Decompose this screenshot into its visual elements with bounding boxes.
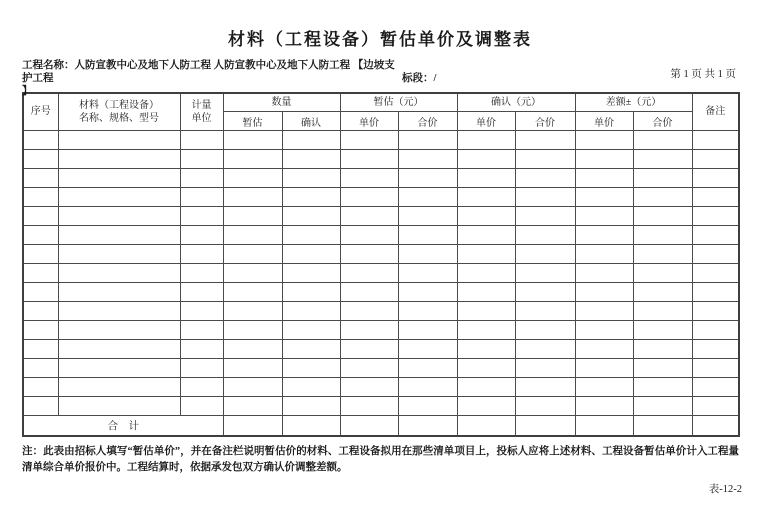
empty-cell bbox=[58, 321, 180, 340]
col-group-quantity: 数量 bbox=[223, 93, 340, 112]
empty-cell bbox=[23, 321, 58, 340]
table-row bbox=[23, 264, 739, 283]
empty-cell bbox=[633, 207, 692, 226]
empty-cell bbox=[282, 150, 340, 169]
empty-cell bbox=[340, 340, 398, 359]
table-row bbox=[23, 302, 739, 321]
empty-cell bbox=[223, 245, 282, 264]
table-row bbox=[23, 169, 739, 188]
empty-cell bbox=[23, 397, 58, 416]
project-name-line1: 工程名称：人防宣教中心及地下人防工程 人防宣教中心及地下人防工程 【边坡支护工程 bbox=[22, 60, 395, 84]
empty-cell bbox=[515, 359, 575, 378]
total-cell bbox=[223, 416, 282, 437]
empty-cell bbox=[340, 188, 398, 207]
table-row bbox=[23, 283, 739, 302]
empty-cell bbox=[23, 245, 58, 264]
empty-cell bbox=[340, 131, 398, 150]
section-label: 标段：/ bbox=[402, 73, 437, 84]
empty-cell bbox=[515, 131, 575, 150]
col-header-est-total-price: 合价 bbox=[398, 112, 457, 131]
empty-cell bbox=[282, 321, 340, 340]
empty-cell bbox=[457, 359, 515, 378]
col-header-material-line2: 名称、规格、型号 bbox=[79, 113, 159, 124]
empty-cell bbox=[223, 131, 282, 150]
empty-cell bbox=[340, 397, 398, 416]
empty-cell bbox=[340, 378, 398, 397]
empty-cell bbox=[515, 169, 575, 188]
document-meta bbox=[22, 59, 738, 97]
page-indicator: 第 1 页 共 1 页 bbox=[670, 69, 736, 80]
empty-cell bbox=[692, 226, 739, 245]
empty-cell bbox=[398, 340, 457, 359]
col-header-qty-confirm: 确认 bbox=[282, 112, 340, 131]
table-row bbox=[23, 226, 739, 245]
empty-cell bbox=[457, 150, 515, 169]
table-row bbox=[23, 188, 739, 207]
col-header-remark: 备注 bbox=[692, 93, 739, 131]
table-row bbox=[23, 359, 739, 378]
empty-cell bbox=[692, 340, 739, 359]
table-row bbox=[23, 378, 739, 397]
empty-cell bbox=[457, 378, 515, 397]
empty-cell bbox=[340, 302, 398, 321]
col-header-seq: 序号 bbox=[23, 93, 58, 131]
empty-cell bbox=[457, 226, 515, 245]
empty-cell bbox=[340, 321, 398, 340]
empty-cell bbox=[58, 188, 180, 207]
empty-cell bbox=[692, 359, 739, 378]
empty-cell bbox=[633, 188, 692, 207]
empty-cell bbox=[282, 378, 340, 397]
empty-cell bbox=[58, 283, 180, 302]
empty-cell bbox=[58, 340, 180, 359]
empty-cell bbox=[575, 245, 633, 264]
empty-cell bbox=[692, 321, 739, 340]
empty-cell bbox=[575, 150, 633, 169]
empty-cell bbox=[515, 283, 575, 302]
empty-cell bbox=[515, 150, 575, 169]
total-cell bbox=[457, 416, 515, 437]
empty-cell bbox=[282, 245, 340, 264]
empty-cell bbox=[457, 340, 515, 359]
col-group-estimate: 暂估（元） bbox=[340, 93, 457, 112]
empty-cell bbox=[575, 226, 633, 245]
empty-cell bbox=[692, 397, 739, 416]
empty-cell bbox=[575, 378, 633, 397]
empty-cell bbox=[398, 378, 457, 397]
total-cell bbox=[515, 416, 575, 437]
empty-cell bbox=[398, 264, 457, 283]
empty-cell bbox=[282, 226, 340, 245]
empty-cell bbox=[282, 359, 340, 378]
empty-cell bbox=[457, 397, 515, 416]
empty-cell bbox=[633, 359, 692, 378]
col-group-difference: 差额±（元） bbox=[575, 93, 692, 112]
empty-cell bbox=[223, 169, 282, 188]
col-header-unit-line2: 单位 bbox=[191, 113, 212, 124]
table-row bbox=[23, 397, 739, 416]
col-group-confirm: 确认（元） bbox=[457, 93, 575, 112]
empty-cell bbox=[180, 226, 223, 245]
empty-cell bbox=[340, 264, 398, 283]
empty-cell bbox=[180, 188, 223, 207]
empty-cell bbox=[575, 169, 633, 188]
empty-cell bbox=[633, 264, 692, 283]
empty-cell bbox=[282, 340, 340, 359]
table-body bbox=[23, 131, 739, 416]
empty-cell bbox=[398, 188, 457, 207]
empty-cell bbox=[515, 264, 575, 283]
empty-cell bbox=[223, 302, 282, 321]
empty-cell bbox=[457, 188, 515, 207]
empty-cell bbox=[223, 359, 282, 378]
total-cell bbox=[398, 416, 457, 437]
empty-cell bbox=[575, 207, 633, 226]
empty-cell bbox=[398, 169, 457, 188]
empty-cell bbox=[398, 207, 457, 226]
empty-cell bbox=[633, 378, 692, 397]
empty-cell bbox=[223, 397, 282, 416]
empty-cell bbox=[23, 188, 58, 207]
empty-cell bbox=[633, 169, 692, 188]
total-cell bbox=[575, 416, 633, 437]
table-row bbox=[23, 207, 739, 226]
empty-cell bbox=[58, 302, 180, 321]
empty-cell bbox=[58, 131, 180, 150]
empty-cell bbox=[633, 340, 692, 359]
footnote: 注：此表由招标人填写“暂估单价”，并在备注栏说明暂估价的材料、工程设备拟用在那些清单项目上，投标人应将上述材料、工程设备暂估单价计入工程量清单综合单价报价中。工程结算时，依据承发包双方确认价调整差额。 bbox=[22, 446, 739, 473]
empty-cell bbox=[223, 150, 282, 169]
empty-cell bbox=[692, 188, 739, 207]
empty-cell bbox=[58, 150, 180, 169]
empty-cell bbox=[633, 131, 692, 150]
empty-cell bbox=[58, 245, 180, 264]
empty-cell bbox=[180, 131, 223, 150]
empty-cell bbox=[457, 245, 515, 264]
empty-cell bbox=[180, 169, 223, 188]
empty-cell bbox=[692, 150, 739, 169]
empty-cell bbox=[515, 226, 575, 245]
empty-cell bbox=[58, 378, 180, 397]
table-row bbox=[23, 340, 739, 359]
empty-cell bbox=[633, 283, 692, 302]
empty-cell bbox=[58, 397, 180, 416]
empty-cell bbox=[180, 302, 223, 321]
empty-cell bbox=[23, 359, 58, 378]
col-header-confirm-total-price: 合价 bbox=[515, 112, 575, 131]
page-title: 材料（工程设备）暂估单价及调整表 bbox=[228, 30, 532, 49]
empty-cell bbox=[282, 188, 340, 207]
empty-cell bbox=[457, 283, 515, 302]
empty-cell bbox=[282, 302, 340, 321]
total-cell bbox=[633, 416, 692, 437]
empty-cell bbox=[457, 131, 515, 150]
empty-cell bbox=[515, 207, 575, 226]
empty-cell bbox=[23, 226, 58, 245]
empty-cell bbox=[575, 188, 633, 207]
empty-cell bbox=[23, 378, 58, 397]
empty-cell bbox=[633, 321, 692, 340]
empty-cell bbox=[575, 283, 633, 302]
empty-cell bbox=[58, 264, 180, 283]
empty-cell bbox=[340, 169, 398, 188]
empty-cell bbox=[692, 207, 739, 226]
empty-cell bbox=[692, 283, 739, 302]
empty-cell bbox=[340, 150, 398, 169]
empty-cell bbox=[575, 359, 633, 378]
table-row bbox=[23, 321, 739, 340]
empty-cell bbox=[180, 340, 223, 359]
empty-cell bbox=[398, 359, 457, 378]
empty-cell bbox=[633, 245, 692, 264]
empty-cell bbox=[398, 150, 457, 169]
empty-cell bbox=[23, 264, 58, 283]
empty-cell bbox=[575, 340, 633, 359]
empty-cell bbox=[515, 340, 575, 359]
estimate-price-table bbox=[22, 92, 740, 437]
col-header-confirm-unit-price: 单价 bbox=[457, 112, 515, 131]
empty-cell bbox=[575, 302, 633, 321]
empty-cell bbox=[575, 321, 633, 340]
empty-cell bbox=[515, 188, 575, 207]
empty-cell bbox=[223, 378, 282, 397]
empty-cell bbox=[515, 321, 575, 340]
total-row-label: 合 计 bbox=[23, 416, 223, 437]
table-row bbox=[23, 131, 739, 150]
empty-cell bbox=[457, 264, 515, 283]
empty-cell bbox=[282, 131, 340, 150]
table-row bbox=[23, 150, 739, 169]
empty-cell bbox=[340, 283, 398, 302]
empty-cell bbox=[515, 302, 575, 321]
empty-cell bbox=[515, 378, 575, 397]
empty-cell bbox=[180, 264, 223, 283]
project-name bbox=[22, 59, 402, 99]
empty-cell bbox=[23, 340, 58, 359]
empty-cell bbox=[398, 226, 457, 245]
empty-cell bbox=[398, 245, 457, 264]
empty-cell bbox=[23, 169, 58, 188]
empty-cell bbox=[340, 207, 398, 226]
empty-cell bbox=[223, 188, 282, 207]
empty-cell bbox=[58, 207, 180, 226]
empty-cell bbox=[223, 283, 282, 302]
total-cell bbox=[282, 416, 340, 437]
empty-cell bbox=[180, 150, 223, 169]
empty-cell bbox=[575, 264, 633, 283]
empty-cell bbox=[180, 378, 223, 397]
empty-cell bbox=[180, 397, 223, 416]
form-code: 表-12-2 bbox=[708, 484, 742, 495]
empty-cell bbox=[575, 397, 633, 416]
empty-cell bbox=[633, 302, 692, 321]
empty-cell bbox=[23, 150, 58, 169]
project-name-line2: 】 bbox=[22, 86, 33, 97]
empty-cell bbox=[515, 397, 575, 416]
empty-cell bbox=[180, 207, 223, 226]
empty-cell bbox=[223, 226, 282, 245]
empty-cell bbox=[633, 226, 692, 245]
total-row bbox=[23, 416, 739, 437]
empty-cell bbox=[58, 359, 180, 378]
total-cell bbox=[692, 416, 739, 437]
empty-cell bbox=[457, 321, 515, 340]
empty-cell bbox=[398, 302, 457, 321]
empty-cell bbox=[692, 131, 739, 150]
empty-cell bbox=[180, 359, 223, 378]
col-header-diff-total-price: 合价 bbox=[633, 112, 692, 131]
empty-cell bbox=[457, 169, 515, 188]
empty-cell bbox=[398, 283, 457, 302]
table-row bbox=[23, 245, 739, 264]
empty-cell bbox=[692, 169, 739, 188]
col-header-material-line1: 材料（工程设备） bbox=[79, 100, 159, 111]
empty-cell bbox=[633, 397, 692, 416]
empty-cell bbox=[340, 226, 398, 245]
empty-cell bbox=[575, 131, 633, 150]
empty-cell bbox=[633, 150, 692, 169]
empty-cell bbox=[58, 169, 180, 188]
empty-cell bbox=[398, 397, 457, 416]
empty-cell bbox=[692, 264, 739, 283]
empty-cell bbox=[58, 226, 180, 245]
empty-cell bbox=[692, 245, 739, 264]
empty-cell bbox=[223, 207, 282, 226]
empty-cell bbox=[23, 207, 58, 226]
empty-cell bbox=[457, 302, 515, 321]
empty-cell bbox=[692, 302, 739, 321]
empty-cell bbox=[23, 131, 58, 150]
empty-cell bbox=[282, 283, 340, 302]
empty-cell bbox=[223, 340, 282, 359]
col-header-qty-estimate: 暂估 bbox=[223, 112, 282, 131]
empty-cell bbox=[398, 131, 457, 150]
empty-cell bbox=[282, 207, 340, 226]
empty-cell bbox=[515, 245, 575, 264]
empty-cell bbox=[457, 207, 515, 226]
empty-cell bbox=[223, 264, 282, 283]
empty-cell bbox=[180, 321, 223, 340]
empty-cell bbox=[223, 321, 282, 340]
empty-cell bbox=[180, 245, 223, 264]
col-header-diff-unit-price: 单价 bbox=[575, 112, 633, 131]
empty-cell bbox=[398, 321, 457, 340]
empty-cell bbox=[23, 302, 58, 321]
empty-cell bbox=[23, 283, 58, 302]
col-header-est-unit-price: 单价 bbox=[340, 112, 398, 131]
empty-cell bbox=[282, 169, 340, 188]
empty-cell bbox=[692, 378, 739, 397]
empty-cell bbox=[180, 283, 223, 302]
col-header-unit-line1: 计量 bbox=[191, 100, 212, 111]
empty-cell bbox=[340, 245, 398, 264]
empty-cell bbox=[340, 359, 398, 378]
empty-cell bbox=[282, 264, 340, 283]
empty-cell bbox=[282, 397, 340, 416]
total-cell bbox=[340, 416, 398, 437]
